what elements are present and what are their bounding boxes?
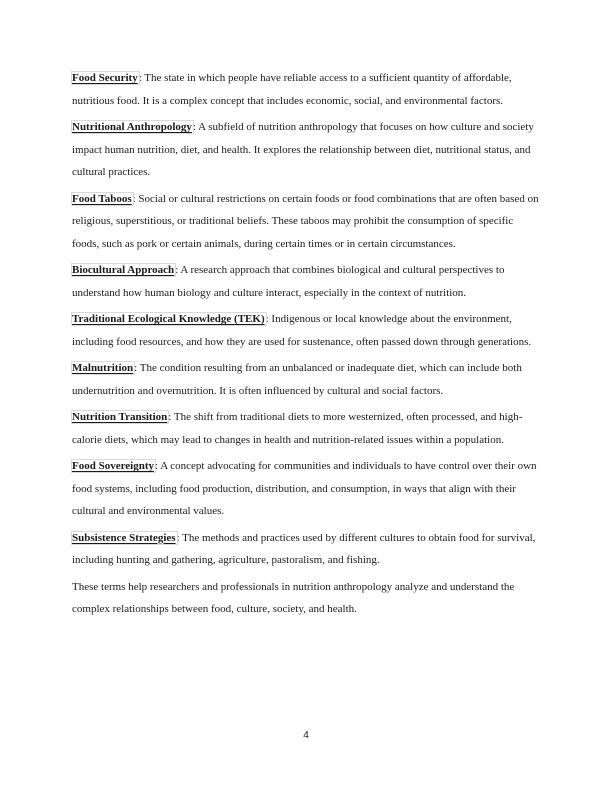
term-nutritional-anthropology: Nutritional Anthropology [72, 121, 192, 133]
glossary-entry-food-security [72, 67, 542, 112]
glossary-entry-food-taboos [72, 188, 542, 256]
glossary-entry-food-sovereignty [72, 455, 542, 523]
definition-subsistence-strategies: : The methods and practices used by different cultures to obtain food for survival, including hunting and gathering, agriculture, pastoralism, and fishing. [72, 531, 536, 566]
term-subsistence-strategies: Subsistence Strategies [72, 531, 176, 544]
term-biocultural-approach: Biocultural Approach [72, 264, 175, 276]
definition-nutrition-transition: : The shift from traditional diets to more westernized, often processed, and high-calorie diets, which may lead to changes in health and nutrition-related issues within a population. [72, 411, 523, 446]
term-nutrition-transition: Nutrition Transition [72, 411, 168, 423]
glossary-entry-nutritional-anthropology [72, 116, 542, 184]
glossary-entry-biocultural-approach [72, 259, 542, 304]
definition-food-taboos: : Social or cultural restrictions on certain foods or food combinations that are often based on religious, superstitious, or traditional beliefs. These taboos may prohibit the consumption of specific foods, such as pork or certain animals, during certain times or in certain circumstances. [72, 192, 539, 250]
term-food-taboos: Food Taboos [72, 192, 132, 205]
term-food-security: Food Security [72, 72, 138, 84]
glossary-entry-subsistence-strategies [72, 527, 542, 572]
definition-food-security: : The state in which people have reliable access to a sufficient quantity of affordable, nutritious food. It is a complex concept that includes economic, social, and environmental factors. [72, 72, 512, 107]
definition-nutritional-anthropology: : A subfield of nutrition anthropology that focuses on how culture and society impact human nutrition, diet, and health. It explores the relationship between diet, nutritional status, and cultural practices. [72, 121, 534, 178]
closing-paragraph: These terms help researchers and professionals in nutrition anthropology analyze and understand the complex relationships between food, culture, society, and health. [72, 580, 515, 615]
definition-tek: : Indigenous or local knowledge about the environment, including food resources, and how they are used for sustenance, often passed down through generations. [72, 313, 532, 348]
term-tek: Traditional Ecological Knowledge (TEK) [72, 313, 265, 325]
glossary-entry-malnutrition [72, 357, 542, 402]
glossary-content [72, 67, 542, 621]
glossary-entry-tek [72, 308, 542, 353]
definition-biocultural-approach: : A research approach that combines biological and cultural perspectives to understand how human biology and culture interact, especially in the context of nutrition. [72, 264, 505, 299]
term-food-sovereignty: Food Sovereignty [72, 460, 154, 472]
page-number: 4 [303, 730, 309, 741]
definition-food-sovereignty: : A concept advocating for communities and individuals to have control over their own food systems, including food production, distribution, and consumption, in ways that align with their cultural and environmental values. [72, 460, 537, 517]
glossary-entry-nutrition-transition [72, 406, 542, 451]
definition-malnutrition: : The condition resulting from an unbalanced or inadequate diet, which can include both undernutrition and overnutrition. It is often influenced by cultural and social factors. [72, 362, 522, 397]
term-malnutrition: Malnutrition [72, 362, 134, 374]
